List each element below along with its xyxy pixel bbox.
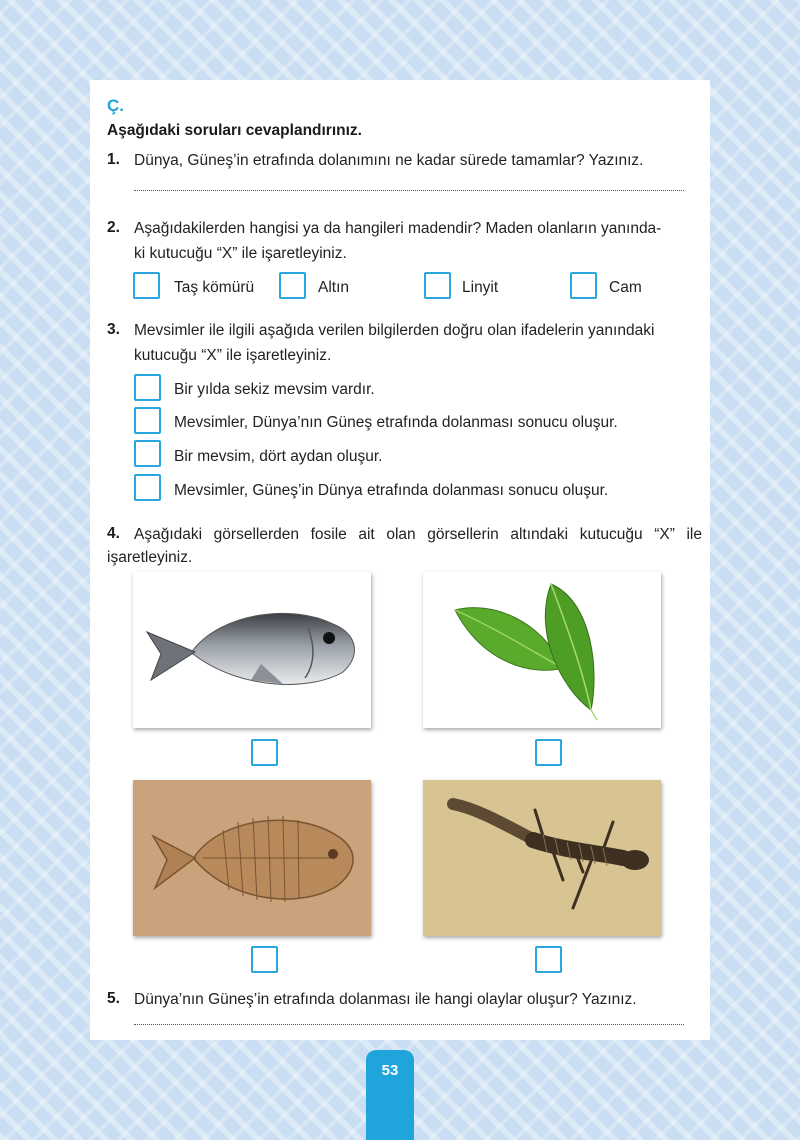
question-3-line-1: Mevsimler ile ilgili aşağıda verilen bilgilerden doğru olan ifadelerin yanındaki [134, 322, 655, 339]
question-5-text: Dünya’nın Güneş’in etrafında dolanması ile hangi olaylar oluşur? Yazınız. [134, 991, 637, 1008]
statement-1: Bir yılda sekiz mevsim vardır. [174, 381, 375, 398]
question-4-line-2: işaretleyiniz. [107, 549, 193, 566]
checkbox-linyit[interactable] [424, 272, 451, 299]
checkbox-fish-fossil-photo[interactable] [251, 946, 278, 973]
checkbox-leaves-photo[interactable] [535, 739, 562, 766]
checkbox-statement-1[interactable] [134, 374, 161, 401]
checkbox-cam[interactable] [570, 272, 597, 299]
question-2-line-1: Aşağıdakilerden hangisi ya da hangileri madendir? Maden olanların yanında- [134, 220, 662, 237]
section-letter: Ç. [107, 96, 124, 115]
statement-2: Mevsimler, Dünya’nın Güneş etrafında dolanması sonucu oluşur. [174, 414, 618, 431]
question-2-number: 2. [107, 219, 120, 236]
question-1-answer-line[interactable] [134, 190, 684, 191]
statement-3: Bir mevsim, dört aydan oluşur. [174, 448, 383, 465]
lizard-fossil-photo [423, 780, 661, 936]
question-4-line-1: Aşağıdaki görsellerden fosile ait olan görsellerin altındaki kutucuğu “X” ile [134, 526, 702, 543]
section-instruction: Aşağıdaki soruları cevaplandırınız. [107, 122, 362, 139]
checkbox-fish-photo[interactable] [251, 739, 278, 766]
question-2-line-2: ki kutucuğu “X” ile işaretleyiniz. [134, 245, 347, 262]
page-number: 53 [381, 1062, 399, 1079]
checkbox-statement-4[interactable] [134, 474, 161, 501]
question-1-number: 1. [107, 151, 120, 168]
leaves-photo [423, 572, 661, 728]
question-5-number: 5. [107, 990, 120, 1007]
checkbox-statement-3[interactable] [134, 440, 161, 467]
statement-4: Mevsimler, Güneş’in Dünya etrafında dolanması sonucu oluşur. [174, 482, 609, 499]
question-5-answer-line[interactable] [134, 1024, 684, 1025]
option-cam: Cam [609, 279, 642, 296]
question-1-text: Dünya, Güneş’in etrafında dolanımını ne kadar sürede tamamlar? Yazınız. [134, 152, 644, 169]
checkbox-tas-komuru[interactable] [133, 272, 160, 299]
checkbox-statement-2[interactable] [134, 407, 161, 434]
question-3-line-2: kutucuğu “X” ile işaretleyiniz. [134, 347, 332, 364]
page-number-tab [366, 1050, 414, 1140]
option-tas-komuru: Taş kömürü [174, 279, 255, 296]
fish-photo [133, 572, 371, 728]
question-3-number: 3. [107, 321, 120, 338]
fish-fossil-photo [133, 780, 371, 936]
checkbox-altin[interactable] [279, 272, 306, 299]
option-altin: Altın [318, 279, 350, 296]
question-4-number: 4. [107, 525, 120, 542]
checkbox-lizard-fossil-photo[interactable] [535, 946, 562, 973]
option-linyit: Linyit [462, 279, 499, 296]
